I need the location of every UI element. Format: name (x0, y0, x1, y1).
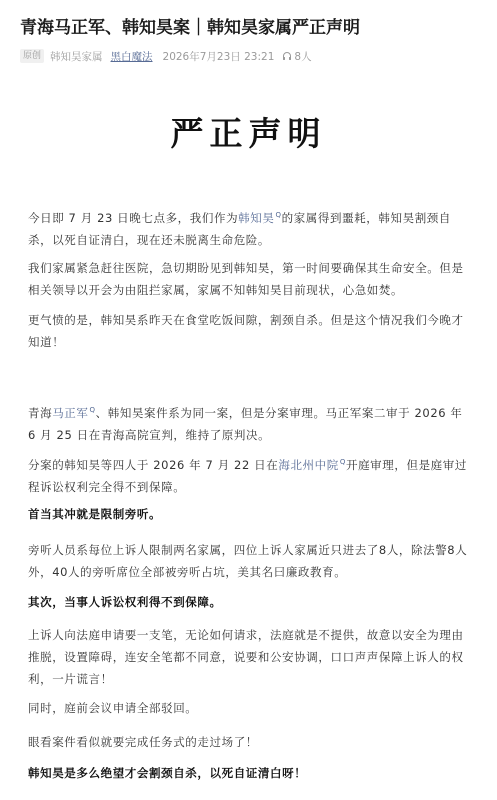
paragraph: 旁听人员系每位上诉人限制两名家属，四位上诉人家属近只进去了8人，除法警8人外，40人的旁听席位全部被旁听占坑，美其名曰廉政教育。 (28, 543, 468, 579)
article-meta (20, 48, 480, 64)
original-badge: 原创 (20, 49, 44, 63)
statement-heading: 严正声明 (170, 114, 327, 153)
keyword-link-mazhengjun[interactable]: 马正军 (52, 405, 89, 420)
paragraph-emphasis: 首当其冲就是限制旁听。 (28, 507, 162, 521)
paragraph: 我们家属紧急赶往医院，急切期盼见到韩知昊，第一时间要确保其生命安全。但是相关领导以开会为由阻拦家属，家属不知韩知昊目前现状，心急如焚。 (28, 261, 464, 297)
headphones-icon (282, 51, 292, 61)
paragraph: 更气愤的是，韩知昊系昨天在食堂吃饭间隙，割颈自杀。但是这个情况我们今晚才知道！ (28, 313, 464, 349)
paragraph: 分案的韩知昊等四人于 2026 年 7 月 22 日在海北州中院$^Q$开庭审理，但是庭审过程诉讼权利完全得不到保障。 (28, 457, 467, 494)
search-icon[interactable]: Q (339, 458, 346, 466)
author-name: 韩知昊家属 (50, 50, 103, 63)
paragraph: 青海马正军$^Q$、韩知昊案件系为同一案，但是分案审理。马正军案二审于 2026 年 6 月 25 日在青海高院宣判，维持了原判决。 (28, 405, 463, 442)
paragraph: 今日即 7 月 23 日晚七点多，我们作为韩知昊$^Q$的家属得到噩耗，韩知昊割颈自杀，以死自证清白，现在还未脱离生命危险。 (28, 210, 452, 247)
article-title: 青海马正军、韩知昊案｜韩知昊家属严正声明 (20, 18, 360, 38)
paragraph-emphasis: 韩知昊是多么绝望才会割颈自杀，以死自证清白呀！ (28, 766, 307, 780)
paragraph: 眼看案件看似就要完成任务式的走过场了！ (28, 735, 258, 749)
search-icon[interactable]: Q (275, 211, 282, 219)
publish-date: 2026年7月23日 23:21 (162, 50, 275, 63)
listen-button[interactable] (282, 49, 311, 64)
keyword-link-hanzhihao[interactable]: 韩知昊 (238, 210, 275, 225)
listener-count: 8人 (294, 50, 312, 63)
paragraph: 同时，庭前会议申请全部驳回。 (28, 701, 198, 715)
keyword-link-haibei-court[interactable]: 海北州中院 (278, 457, 339, 472)
channel-link[interactable]: 黑白魔法 (110, 50, 153, 63)
paragraph: 上诉人向法庭申请要一支笔，无论如何请求，法庭就是不提供，故意以安全为理由推脱，设置障碍，连安全笔都不同意，说要和公安协调，口口声声保障上诉人的权利，一片谎言！ (28, 628, 464, 686)
paragraph-emphasis: 其次，当事人诉讼权利得不到保障。 (28, 595, 222, 609)
search-icon[interactable]: Q (89, 406, 96, 414)
